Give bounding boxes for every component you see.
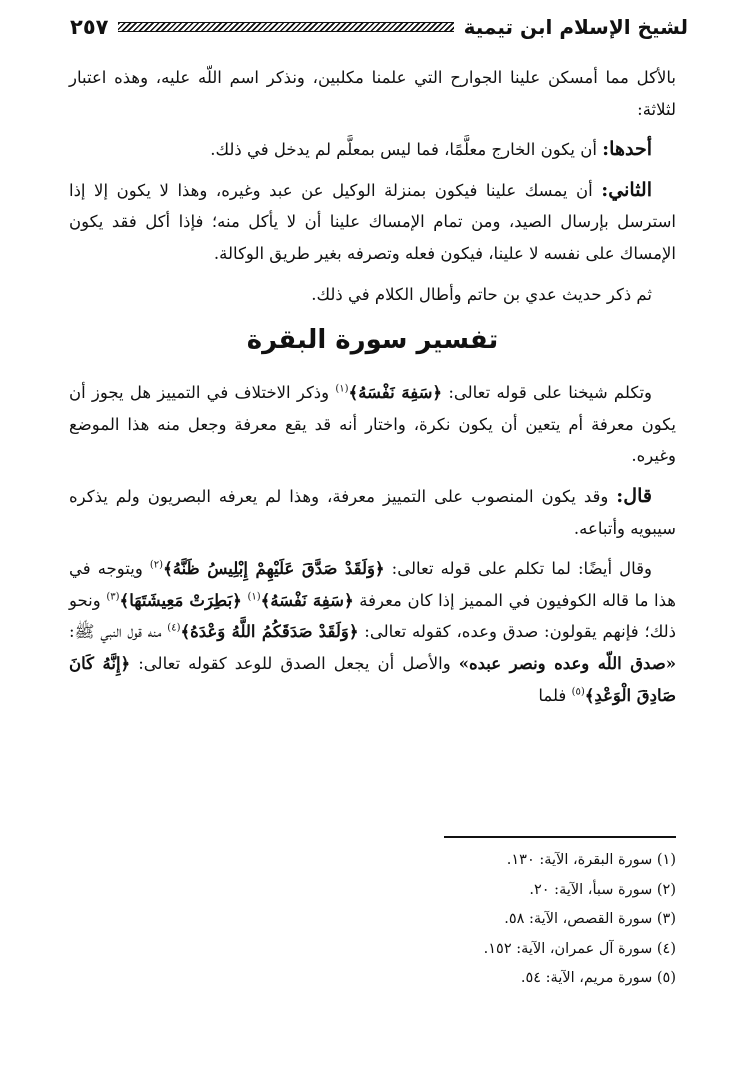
body-text <box>69 62 676 720</box>
footnote-ref: (١) <box>335 383 349 395</box>
footnotes <box>69 846 676 994</box>
footnote: (٣) سورة القصص، الآية: ٥٨. <box>504 911 676 928</box>
footnote: (٢) سورة سبأ، الآية: ٢٠. <box>529 881 676 898</box>
footnote-ref: (٣) <box>106 591 120 603</box>
footnote-ref: (١) <box>247 591 261 603</box>
paragraph: وتكلم شيخنا على قوله تعالى: ﴿سَفِهَ نَفْسَهُ﴾$^{(١)}$ وذكر الاختلاف في التمييز هل يجوز أن يكون معرفة أم يتعين أن يكون نكرة، واختار أنه قد يقع معرفة وجعل منه هذا الموضع وغيره. <box>69 383 676 466</box>
running-title: لشيخ الإسلام ابن تيمية <box>463 15 688 39</box>
footnote: (٥) سورة مريم، الآية: ٥٤. <box>520 970 676 987</box>
lead-word: الثاني: <box>601 178 652 201</box>
paragraph: قال: وقد يكون المنصوب على التمييز معرفة، وهذا لم يعرفه البصريون ولم يذكره سيبويه وأتباعه. <box>69 484 676 538</box>
footnote-divider <box>444 836 676 838</box>
section-heading: تفسير سورة البقرة <box>246 325 499 356</box>
quran-verse: ﴿وَلَقَدْ صَدَّقَ عَلَيْهِمْ إِبْلِيسُ ظَنَّهُ﴾ <box>163 559 385 579</box>
hadith-quote: «صدق اللّه وعده ونصر عبده» <box>458 653 677 673</box>
footnote: (٤) سورة آل عمران، الآية: ١٥٢. <box>483 940 676 957</box>
lead-word: أحدها: <box>602 138 652 161</box>
footnote: (١) سورة البقرة، الآية: ١٣٠. <box>506 852 676 868</box>
quran-verse: ﴿سَفِهَ نَفْسَهُ﴾ <box>348 383 443 403</box>
paragraph: ثم ذكر حديث عدي بن حاتم وأطال الكلام في ذلك. <box>311 284 652 304</box>
quran-verse: ﴿بَطِرَتْ مَعِيشَتَهَا﴾ <box>119 590 242 610</box>
footnote-ref: (٤) <box>167 622 181 634</box>
paragraph: وقال أيضًا: لما تكلم على قوله تعالى: ﴿وَلَقَدْ صَدَّقَ عَلَيْهِمْ إِبْلِيسُ ظَنَّهُ﴾$^{(٢)}$ ويتوجه في هذا ما قاله الكوفيون في المميز إذا كان معرفة ﴿سَفِهَ نَفْسَهُ﴾$^{(١)}$ ﴿بَطِرَتْ مَعِيشَتَهَا﴾$^{(٣)}$ ونحو ذلك؛ فإنهم يقولون: صدق وعده، كقوله تعالى: ﴿وَلَقَدْ صَدَقَكُمُ اللَّهُ وَعْدَهُ﴾$^{(٤)}$ منه قول النبي ﷺ: «صدق اللّه وعده ونصر عبده» والأصل أن يجعل الصدق للوعد كقوله تعالى: ﴿إِنَّهُ كَانَ صَادِقَ الْوَعْدِ﴾$^{(٥)}$ فلما <box>69 559 677 705</box>
paragraph: أحدها: أن يكون الخارج معلَّمًا، فما ليس بمعلَّم لم يدخل في ذلك. <box>210 138 652 161</box>
lead-word: قال: <box>616 484 652 507</box>
header-rule <box>118 22 453 32</box>
page-number: ٢٥٧ <box>70 15 109 39</box>
quran-verse: ﴿سَفِهَ نَفْسَهُ﴾ <box>260 590 354 610</box>
paragraph: الثاني: أن يمسك علينا فيكون بمنزلة الوكيل عن عبد وغيره، وهذا لا يكون إلا إذا استرسل بإرسال الصيد، ومن تمام الإمساك علينا أن لا يأكل منه؛ فإذا أكل فقد يكون الإمساك على نفسه لا علينا، فيكون فعله وتصرفه بغير طريق الوكالة. <box>69 178 676 263</box>
quran-verse: ﴿إِنَّهُ كَانَ صَادِقَ الْوَعْدِ﴾ <box>69 653 676 705</box>
page-header <box>70 10 688 44</box>
quran-verse: ﴿وَلَقَدْ صَدَقَكُمُ اللَّهُ وَعْدَهُ﴾ <box>180 622 359 642</box>
footnote-ref: (٥) <box>571 686 585 697</box>
footnote-ref: (٢) <box>149 559 164 571</box>
paragraph: بالأكل مما أمسكن علينا الجوارح التي علمنا مكلبين، ونذكر اسم اللّه عليه، وهذه اعتبار لثلاثة: <box>69 68 676 119</box>
